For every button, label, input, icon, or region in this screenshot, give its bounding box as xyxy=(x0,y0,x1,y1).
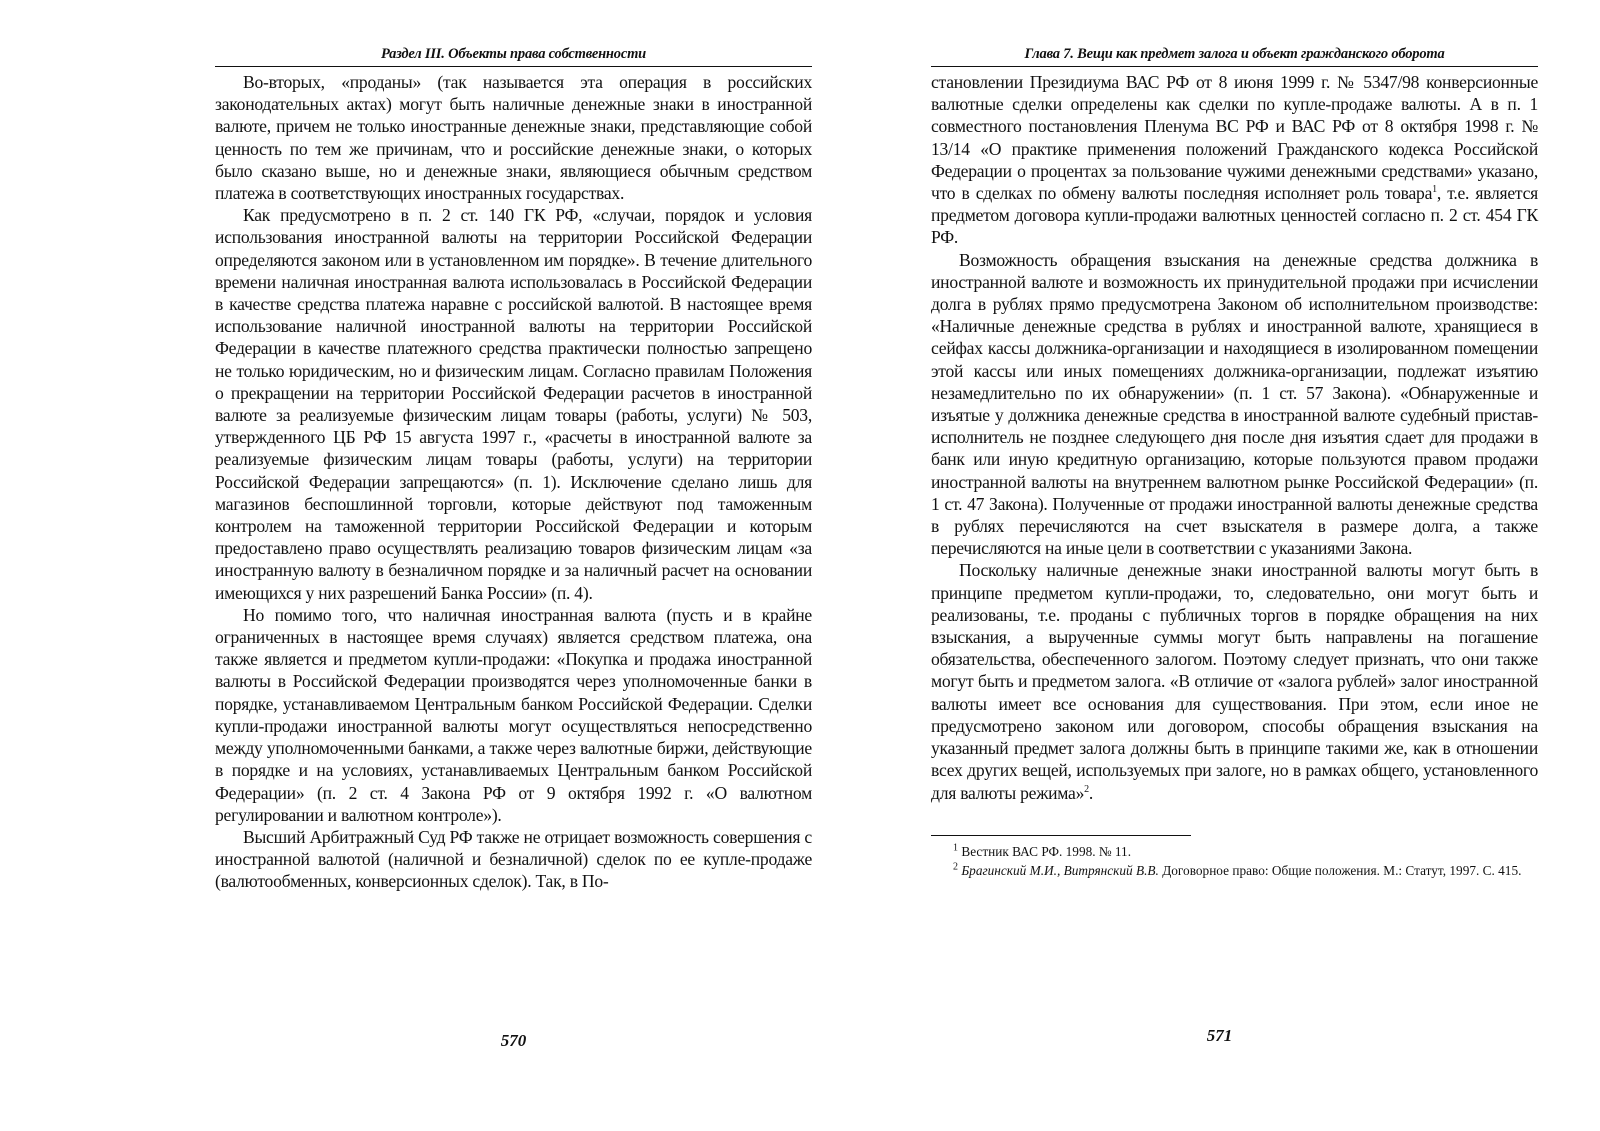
paragraph: Во-вторых, «проданы» (так называется эта операция в российских законодательных актах) могут быть наличные денежные знаки в иностранной валюте, причем не только иностранные денежные знаки, представляющие собой ценность по тем же причинам, что и российские денежные знаки, о которых было сказано выше, но и денежные знаки, являющиеся обычным средством платежа в соответствующих иностранных государствах. xyxy=(215,72,812,204)
footnote xyxy=(931,861,1538,880)
left-body-text xyxy=(215,71,812,893)
paragraph: Высший Арбитражный Суд РФ также не отрицает возможность совершения с иностранной валютой (наличной и безналичной) сделок по ее купле-продаже (валютообменных, конверсионных сделок). Так, в По- xyxy=(215,826,812,892)
right-body-text xyxy=(931,71,1538,804)
footnote-authors: Брагинский М.И., Витрянский В.В. xyxy=(958,862,1159,878)
paragraph: Но помимо того, что наличная иностранная валюта (пусть и в крайне ограниченных в настоящее время случаях) является средством платежа, она также является и предметом купли-продажи: «Покупка и продажа иностранной валюты в Российской Федерации производятся через уполномоченные банки в порядке, устанавливаемом Центральным банком Российской Федерации. Сделки купли-продажи иностранной валюты могут осуществляться непосредственно между уполномоченными банками, а также через валютные биржи, действующие в порядке и на условиях, устанавливаемых Центральным банком Российской Федерации» (п. 2 ст. 4 Закона РФ от 9 октября 1992 г. «О валютном регулировании и валютном контроле»). xyxy=(215,604,812,825)
footnote-ref: 1 xyxy=(1432,184,1437,196)
paragraph-text: . xyxy=(1088,782,1094,803)
paragraph xyxy=(931,559,1538,803)
page-number-right: 571 xyxy=(1206,1026,1233,1045)
running-head-left: Раздел III. Объекты права собственности xyxy=(215,46,812,67)
footnote xyxy=(931,842,1538,861)
paragraph-text: Поскольку наличные денежные знаки иностранной валюты могут быть в принципе предметом купли-продажи, то, следовательно, они могут быть и реализованы, т.е. проданы с публичных торгов в порядке обращения на них взыскания, а вырученные суммы могут быть направлены на погашение обязательства, обеспеченного залогом. Поэтому следует признать, что они также могут быть и предметом залога. «В отличие от «залога рублей» залог иностранной валюты имеет все основания для существования. При этом, если иное не предусмотрено законом или договором, способы обращения взыскания на указанный предмет залога должны быть в принципе такими же, как в отношении всех других вещей, используемых при залоге, но в рамках общего, установленного для валюты режима» xyxy=(931,560,1538,803)
running-head-right: Глава 7. Вещи как предмет залога и объект гражданского оборота xyxy=(931,46,1538,67)
footnote-text: Договорное право: Общие положения. М.: Статут, 1997. С. 415. xyxy=(1158,862,1522,878)
right-page xyxy=(931,46,1538,1045)
paragraph-text: становлении Президиума ВАС РФ от 8 июня 1999 г. № 5347/98 конверсионные валютные сделки определены как сделки по купле-продаже валюты. А в п. 1 совместного постановления Пленума ВС РФ и ВАС РФ от 8 октября 1998 г. № 13/14 «О практике применения положений Гражданского кодекса Российской Федерации о процентах за пользование чужими денежными средствами» указано, что в сделках по обмену валюты последняя исполняет роль товара xyxy=(931,72,1538,204)
paragraph xyxy=(931,71,1538,249)
footnotes xyxy=(931,842,1538,880)
paragraph: Возможность обращения взыскания на денежные средства должника в иностранной валюте и возможность их принудительной продажи при исчислении долга в рублях прямо предусмотрена Законом об исполнительном производстве: «Наличные денежные средства в рублях и иностранной валюте, хранящиеся в сейфах кассы должника-организации и находящиеся в изолированном помещении этой кассы или иных помещениях должника-организации, подлежат изъятию незамедлительно по их обнаружении» (п. 1 ст. 57 Закона). «Обнаруженные и изъятые у должника денежные средства в иностранной валюте судебный пристав-исполнитель не позднее следующего дня после дня изъятия сдает для продажи в банк или иную кредитную организацию, которые пользуются правом продажи иностранной валюты на внутреннем валютном рынке Российской Федерации» (п. 1 ст. 47 Закона). Полученные от продажи иностранной валюты денежные средства в рублях перечисляются на счет взыскателя в размере долга, а также перечисляются на иные цели в соответствии с указаниями Закона. xyxy=(931,249,1538,559)
footnote-mark: 1 xyxy=(953,842,958,854)
page-number-left: 570 xyxy=(500,1031,527,1050)
paragraph: Как предусмотрено в п. 2 ст. 140 ГК РФ, «случаи, порядок и условия использования иностранной валюты на территории Российской Федерации определяются законом или в установленном им порядке». В течение длительного времени наличная иностранная валюта использовалась в Российской Федерации в качестве средства платежа наравне с российской валютой. В настоящее время использование наличной иностранной валюты на территории Российской Федерации в качестве платежного средства практически полностью запрещено не только юридическим, но и физическим лицам. Согласно правилам Положения о прекращении на территории Российской Федерации расчетов в иностранной валюте за реализуемые физическим лицам товары (работы, услуги) № 503, утвержденного ЦБ РФ 15 августа 1997 г., «расчеты в иностранной валюте за реализуемые физическим лицам товары (работы, услуги) на территории Российской Федерации запрещаются» (п. 1). Исключение сделано лишь для магазинов беспошлинной торговли, которые действуют под таможенным контролем на таможенной территории Российской Федерации и которым предоставлено право осуществлять реализацию товаров физическим лицам «за иностранную валюту в безналичном порядке и за наличный расчет на основании имеющихся у них разрешений Банка России» (п. 4). xyxy=(215,205,812,603)
footnote-ref: 2 xyxy=(1084,783,1089,795)
footnote-text: Вестник ВАС РФ. 1998. № 11. xyxy=(958,843,1132,859)
footnote-divider xyxy=(931,835,1191,836)
paragraph-text: , т.е. является предметом договора купли-продажи валютных ценностей согласно п. 2 ст. 454 ГК РФ. xyxy=(931,183,1538,248)
left-page xyxy=(215,46,812,1050)
footnote-mark: 2 xyxy=(953,861,958,873)
